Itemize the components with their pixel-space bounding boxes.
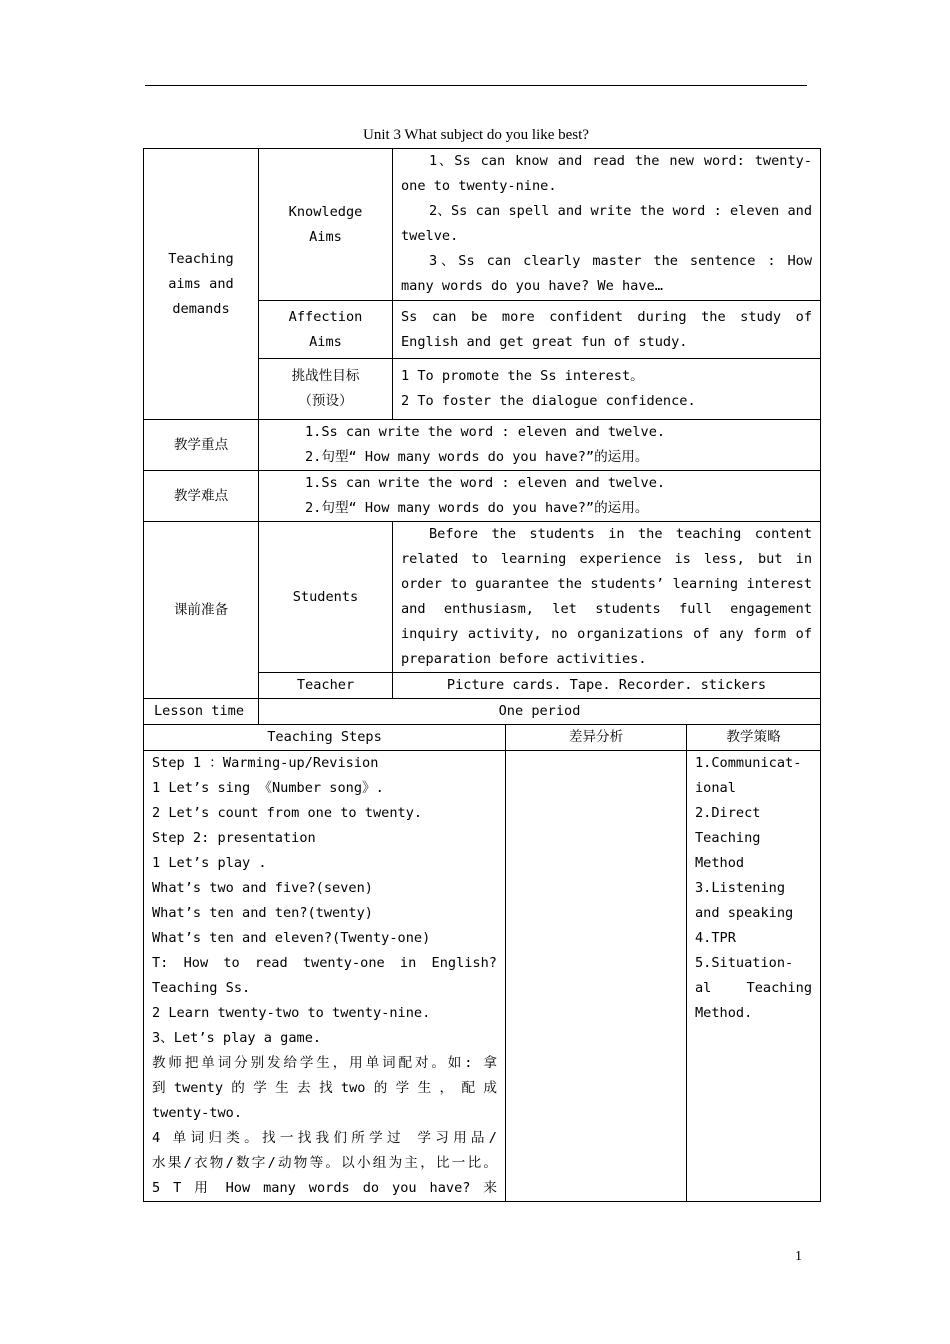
step-line: 2 Learn twenty-two to twenty-nine. <box>152 1005 431 1021</box>
step-line: What’s ten and eleven?(Twenty-one) <box>152 930 431 946</box>
affection-aims-label: Affection Aims <box>259 301 393 359</box>
step-line: 5 T 用 How many words do you have? 来 <box>152 1180 497 1196</box>
strategy-line: and speaking <box>695 905 794 921</box>
strategy-line: al Teaching <box>695 980 813 996</box>
step-line: 1 Let’s sing 《Number song》. <box>152 780 384 796</box>
teacher-text: Picture cards. Tape. Recorder. stickers <box>393 673 821 699</box>
difference-analysis-content <box>506 751 687 1202</box>
difficult-points-label: 教学难点 <box>144 471 259 522</box>
step-line: Step 1 ：Warming-up/Revision <box>152 755 379 771</box>
teaching-steps-content <box>144 751 506 1202</box>
step-line: twenty-two. <box>152 1105 243 1121</box>
difference-analysis-header: 差异分析 <box>506 725 687 751</box>
strategy-line: 4.TPR <box>695 930 736 946</box>
strategy-line: Method. <box>695 1005 753 1021</box>
students-text: Before the students in the teaching content related to learning experience is less, but in order to guarantee the students’ learning interest and enthusiasm, let students full engagement inquiry activity, no organizations of any form of preparation before activities. <box>393 522 821 673</box>
step-line: 到 twenty 的 学 生 去 找 two 的 学 生 ， 配 成 <box>152 1080 497 1096</box>
key-points-label: 教学重点 <box>144 420 259 471</box>
difficult-points-text: 1.Ss can write the word : eleven and twelve. 2.句型“ How many words do you have?”的运用。 <box>259 471 821 522</box>
step-line: 水果/衣物/数字/动物等。以小组为主，比一比。 <box>152 1155 497 1171</box>
teaching-steps-header: Teaching Steps <box>144 725 506 751</box>
strategy-line: Method <box>695 855 745 871</box>
affection-aims-text: Ss can be more confident during the study of English and get great fun of study. <box>393 301 821 359</box>
challenge-aims-text: 1 To promote the Ss interest。 2 To foster the dialogue confidence. <box>393 359 821 420</box>
strategy-line: 1.Communicat- <box>695 755 802 771</box>
lesson-time-label: Lesson time <box>144 699 259 725</box>
strategy-line: 3.Listening <box>695 880 786 896</box>
step-line: 1 Let’s play . <box>152 855 267 871</box>
knowledge-aims-text: 1、Ss can know and read the new word: twenty-one to twenty-nine. 2、Ss can spell and write the word : eleven and twelve. 3、Ss can clearly master the sentence : How many words do you have? We have… <box>393 149 821 301</box>
document-title: Unit 3 What subject do you like best? <box>363 127 589 143</box>
step-line: 3、Let’s play a game. <box>152 1030 322 1046</box>
strategy-line: 5.Situation- <box>695 955 794 971</box>
strategy-line: ional <box>695 780 736 796</box>
step-line: 4 单词归类。找一找我们所学过 学习用品/ <box>152 1130 497 1146</box>
preparation-label: 课前准备 <box>144 522 259 699</box>
strategy-line: Teaching <box>695 830 761 846</box>
step-line: 教师把单词分别发给学生，用单词配对。如: 拿 <box>152 1055 497 1071</box>
step-line: Teaching Ss. <box>152 980 251 996</box>
step-line: T: How to read twenty-one in English? <box>152 955 497 971</box>
students-label: Students <box>259 522 393 673</box>
lesson-plan-table <box>143 148 821 1202</box>
step-line: What’s ten and ten?(twenty) <box>152 905 373 921</box>
page-number: 1 <box>795 1249 802 1264</box>
step-line: What’s two and five?(seven) <box>152 880 373 896</box>
step-line: 2 Let’s count from one to twenty. <box>152 805 423 821</box>
challenge-aims-label: 挑战性目标 （预设） <box>259 359 393 420</box>
lesson-time-value: One period <box>259 699 821 725</box>
key-points-text: 1.Ss can write the word : eleven and twelve. 2.句型“ How many words do you have?”的运用。 <box>259 420 821 471</box>
strategy-line: 2.Direct <box>695 805 761 821</box>
teacher-label: Teacher <box>259 673 393 699</box>
knowledge-aims-label: Knowledge Aims <box>259 149 393 301</box>
aims-row-label: Teaching aims and demands <box>144 149 259 420</box>
header-rule <box>145 85 807 86</box>
step-line: Step 2: presentation <box>152 830 316 846</box>
teaching-strategy-content <box>687 751 821 1202</box>
teaching-strategy-header: 教学策略 <box>687 725 821 751</box>
